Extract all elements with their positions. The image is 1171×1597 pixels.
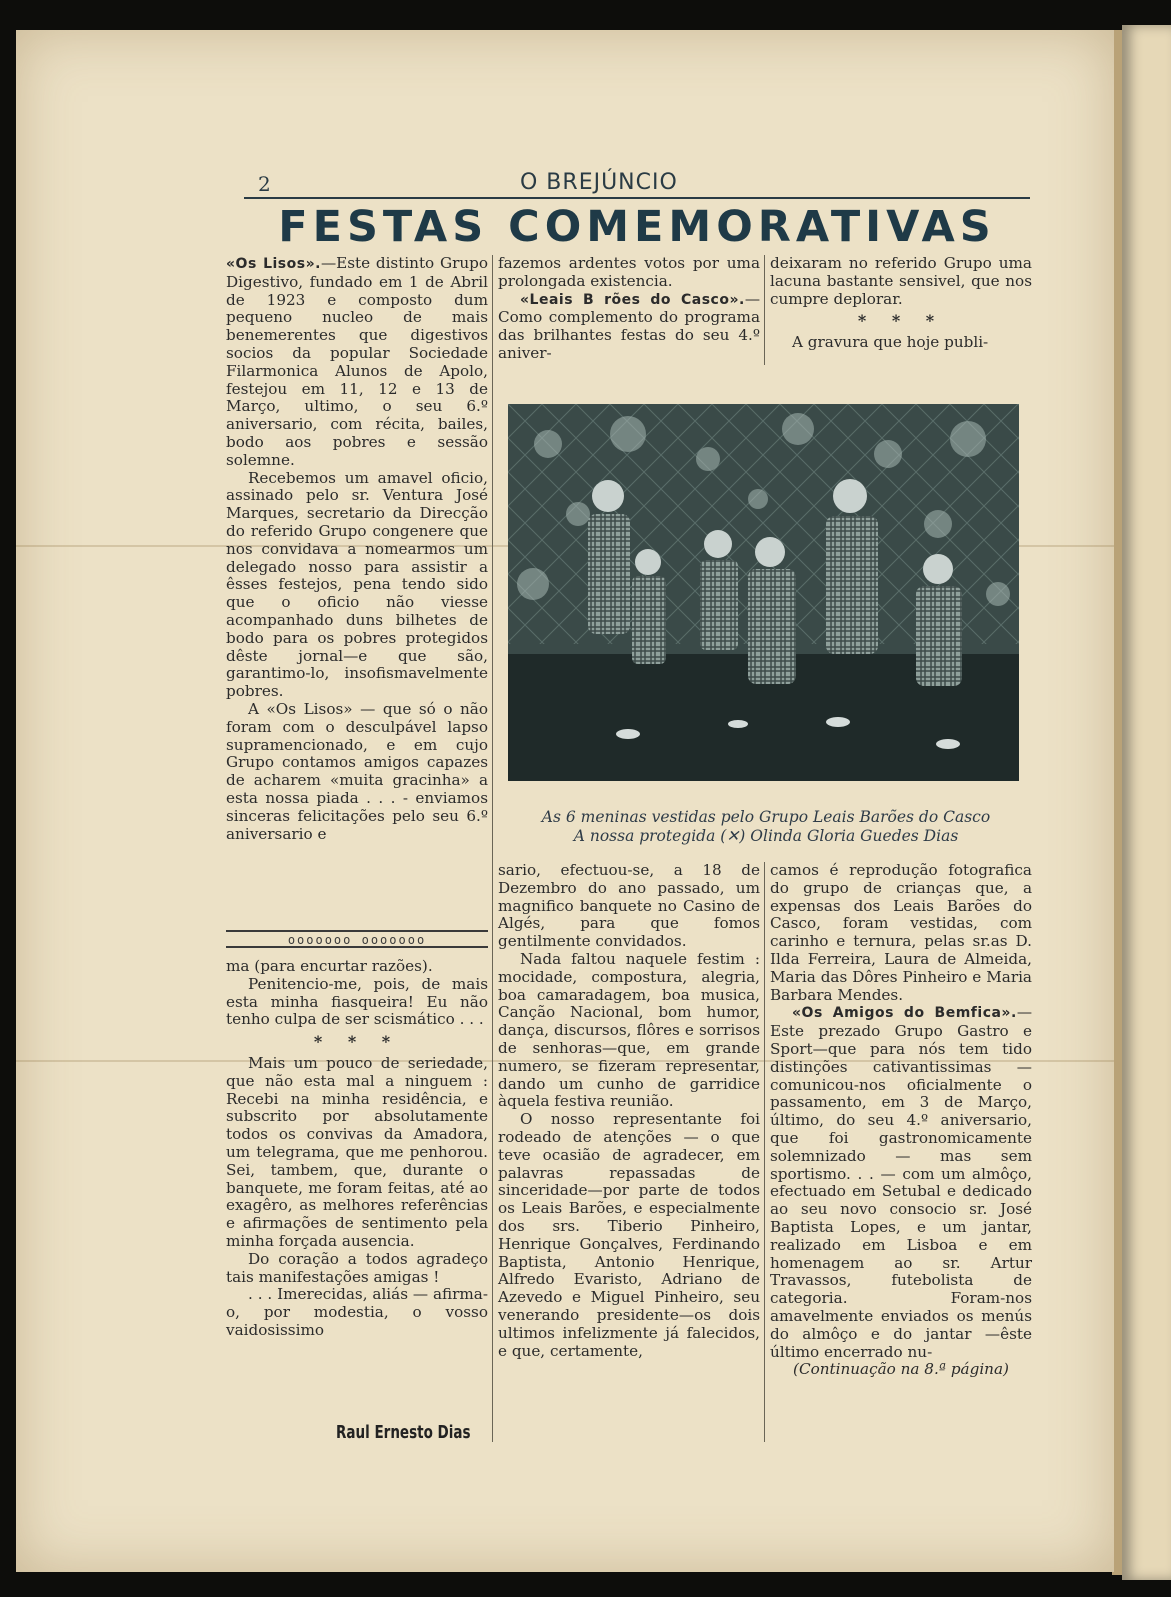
paragraph: —Este prezado Grupo Gastro e Sport—que para nós tem tido distinções cativantissimas — comunicou-nos oficialmente o passamento, em 3 de Março, último, do seu 4.º aniversario, que foi gastronomicamente solemnizado — mas sem sportismo. . . — com um almôço, efectuado em Setubal e dedicado ao seu novo consocio sr. José Baptista Lopes, e um jantar, realizado em Lisboa e em homenagem ao sr. Artur Travassos, futebolista de categoria. Foram-nos amavelmente enviados os menús do almôço e do jantar —êste último encerrado nu-	[770, 1003, 1032, 1361]
column-divider	[764, 255, 765, 365]
paragraph: Recebemos um amavel oficio, assinado pelo sr. Ventura José Marques, secretario da Direcção do referido Grupo congenere que nos convidava a nomearmos um delegado nosso para assistir a êsses festejos, pena tendo sido que o oficio não viesse acompanhado duns bilhetes de bodo para os pobres protegidos dêste jornal—e que são, garantimo-lo, insofismavelmente pobres.	[226, 468, 488, 701]
column-divider	[492, 862, 493, 1442]
continuation-note: (Continuação na 8.ª página)	[793, 1360, 1009, 1379]
caption-line: As 6 meninas vestidas pelo Grupo Leais Barões do Casco	[541, 808, 991, 826]
header-rule	[244, 197, 1030, 199]
paragraph: deixaram no referido Grupo uma lacuna bastante sensivel, que nos cumpre deplorar.	[770, 254, 1032, 308]
column-2	[498, 255, 760, 363]
paragraph: Nada faltou naquele festim : mocidade, compostura, alegria, boa camaradagem, boa musica, Canção Nacional, bom humor, dança, discursos, flôres e sorrisos de senhoras—que, em grande numero, se fizeram representar, dando um cunho de garridice àquela festiva reunião.	[498, 949, 760, 1111]
paragraph: . . . Imerecidas, aliás — afirma-o, por modestia, o vosso vaidosissimo	[226, 1285, 488, 1339]
section-stars: * * *	[857, 311, 945, 331]
column-3	[770, 255, 1032, 352]
photo-caption	[498, 808, 1034, 846]
author-signature: Raul Ernesto Dias	[336, 1422, 471, 1443]
paragraph: —Este distinto Grupo Digestivo, fundado em 1 de Abril de 1923 e composto dum pequeno nucleo de mais benemerentes que digestivos socios da popular Sociedade Filarmonica Alunos de Apolo, festejou em 11, 12 e 13 de Março, ultimo, o seu 6.º aniversario, com récita, bailes, bodo aos pobres e sessão solemne.	[226, 254, 488, 469]
column-2-continued	[498, 862, 760, 1360]
column-divider	[492, 255, 493, 913]
section-title-amigos-bemfica: «Os Amigos do Bemfica».	[792, 1005, 1017, 1022]
column-1-continued	[226, 958, 488, 1340]
paragraph: —Como complemento do programa das brilhantes festas do seu 4.º aniver-	[498, 289, 760, 362]
paragraph: A gravura que hoje publi-	[792, 333, 989, 352]
paragraph: camos é reprodução fotografica do grupo de crianças que, a expensas dos Leais Barões do Casco, foram vestidas, com carinho e ternura, pelas sr.as D. Ilda Ferreira, Laura de Almeida, Maria das Dôres Pinheiro e Maria Barbara Mendes.	[770, 861, 1032, 1004]
column-1	[226, 255, 488, 843]
paragraph: Do coração a todos agradeço tais manifestações amigas !	[226, 1249, 488, 1286]
masthead: O BREJÚNCIO	[520, 170, 678, 195]
paragraph: fazemos ardentes votos por uma prolongada existencia.	[498, 254, 760, 290]
paragraph: A «Os Lisos» — que só o não foram com o desculpável lapso supramencionado, e em cujo Grupo contamos amigos capazes de acharem «muita gracinha» a esta nossa piada . . . - enviamos sinceras felicitações pelo seu 6.º aniversario e	[226, 699, 488, 843]
group-photo	[508, 404, 1019, 781]
next-page-edge	[1122, 25, 1171, 1580]
paragraph: ma (para encurtar razões).	[226, 957, 433, 975]
paragraph: O nosso representante foi rodeado de atenções — o que teve ocasião de agradecer, em palavras repassadas de sinceridade—por parte de todos os Leais Barões, e especialmente dos srs. Tiberio Pinheiro, Henrique Gonçalves, Ferdinando Baptista, Antonio Henrique, Alfredo Evaristo, Adriano de Azevedo e Miguel Pinheiro, seu venerando presidente—os dois ultimos infelizmente já falecidos, e que, certamente,	[498, 1110, 760, 1360]
column-3-continued	[770, 862, 1032, 1379]
page-number: 2	[258, 172, 271, 196]
headline: FESTAS COMEMORATIVAS	[278, 202, 996, 252]
section-stars: * * *	[313, 1032, 401, 1052]
photo-illustration	[508, 404, 1019, 781]
section-title-leais-baroes: «Leais B rões do Casco».	[520, 291, 745, 308]
column-divider	[764, 862, 765, 1442]
paragraph: sario, efectuou-se, a 18 de Dezembro do ano passado, um magnifico banquete no Casino de Algés, para que fomos gentilmente convidados.	[498, 861, 760, 951]
ornament-divider: ooooooo ooooooo	[226, 930, 488, 948]
section-title-os-lisos: «Os Lisos».	[226, 256, 321, 272]
paragraph: Penitencio-me, pois, de mais esta minha fiasqueira! Eu não tenho culpa de ser scismático . . .	[226, 974, 488, 1029]
paragraph: Mais um pouco de seriedade, que não esta mal a ninguem : Recebi na minha residência, e subscrito por absolutamente todos os convivas da Amadora, um telegrama, que me penhorou. Sei, tambem, que, durante o banquete, me foram feitas, até ao exagêro, as melhores referências e afirmações de sentimento pela minha forçada ausencia.	[226, 1053, 488, 1250]
caption-line: A nossa protegida (✕) Olinda Gloria Guedes Dias	[573, 827, 959, 845]
